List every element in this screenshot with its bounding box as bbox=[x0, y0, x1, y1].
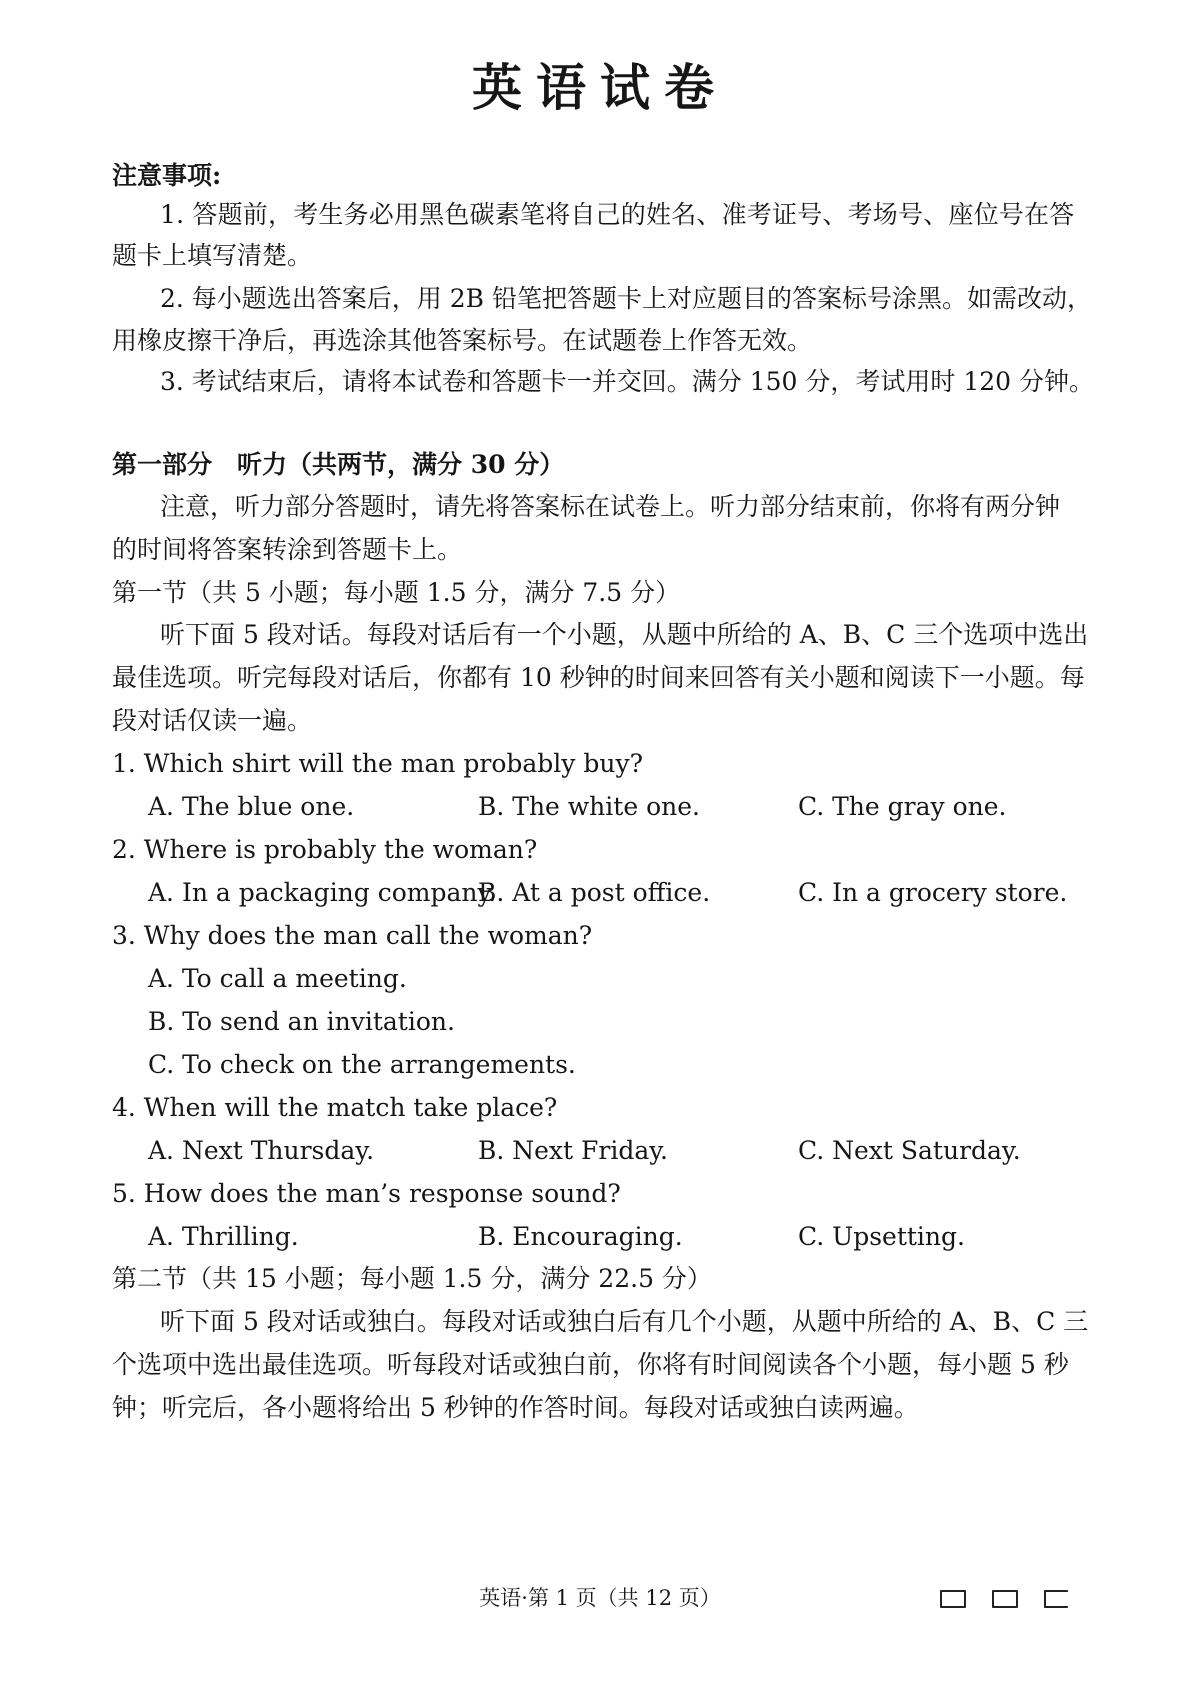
section2-instruction-line: 听下面 5 段对话或独白。每段对话或独白后有几个小题，从题中所给的 A、B、C 三 bbox=[160, 1307, 1089, 1336]
question-1-option-a: A. The blue one. bbox=[148, 792, 355, 821]
section1-instruction-line: 听下面 5 段对话。每段对话后有一个小题，从题中所给的 A、B、C 三个选项中选出 bbox=[160, 620, 1089, 649]
question-2-option-c: C. In a grocery store. bbox=[798, 878, 1068, 907]
question-3-option-b: B. To send an invitation. bbox=[148, 1007, 455, 1036]
question-3-option-a: A. To call a meeting. bbox=[148, 964, 407, 993]
question-4: 4. When will the match take place? bbox=[112, 1093, 558, 1122]
question-2: 2. Where is probably the woman? bbox=[112, 835, 538, 864]
question-3: 3. Why does the man call the woman? bbox=[112, 921, 593, 950]
question-1-option-c: C. The gray one. bbox=[798, 792, 1007, 821]
footer-mark-square bbox=[992, 1590, 1018, 1608]
page-number: 英语·第 1 页（共 12 页） bbox=[479, 1586, 721, 1610]
section1-instruction-line: 段对话仅读一遍。 bbox=[112, 706, 313, 735]
section1-heading: 第一节（共 5 小题；每小题 1.5 分，满分 7.5 分） bbox=[112, 578, 681, 607]
section1-instruction-line: 最佳选项。听完每段对话后，你都有 10 秒钟的时间来回答有关小题和阅读下一小题。每 bbox=[112, 663, 1085, 692]
notice-line: 3. 考试结束后，请将本试卷和答题卡一并交回。满分 150 分，考试用时 120 分钟。 bbox=[160, 367, 1095, 396]
question-4-option-a: A. Next Thursday. bbox=[148, 1136, 375, 1165]
question-5-option-c: C. Upsetting. bbox=[798, 1222, 965, 1251]
section2-instruction-line: 钟；听完后，各小题将给出 5 秒钟的作答时间。每段对话或独白读两遍。 bbox=[112, 1393, 919, 1422]
question-1-option-b: B. The white one. bbox=[478, 792, 700, 821]
question-5-option-b: B. Encouraging. bbox=[478, 1222, 683, 1251]
footer-mark-square bbox=[940, 1590, 966, 1608]
question-1: 1. Which shirt will the man probably buy? bbox=[112, 749, 644, 778]
question-5-option-a: A. Thrilling. bbox=[148, 1222, 299, 1251]
page-title: 英语试卷 bbox=[472, 58, 728, 117]
section2-instruction-line: 个选项中选出最佳选项。听每段对话或独白前，你将有时间阅读各个小题，每小题 5 秒 bbox=[112, 1350, 1069, 1379]
part1-intro-line: 注意，听力部分答题时，请先将答案标在试卷上。听力部分结束前，你将有两分钟 bbox=[160, 492, 1061, 521]
question-2-option-b: B. At a post office. bbox=[478, 878, 711, 907]
footer-mark-bracket bbox=[1044, 1590, 1068, 1608]
question-4-option-b: B. Next Friday. bbox=[478, 1136, 668, 1165]
notice-line: 1. 答题前，考生务必用黑色碳素笔将自己的姓名、准考证号、考场号、座位号在答 bbox=[160, 200, 1075, 229]
question-2-option-a: A. In a packaging company. bbox=[148, 878, 497, 907]
section2-heading: 第二节（共 15 小题；每小题 1.5 分，满分 22.5 分） bbox=[112, 1264, 712, 1293]
notice-heading: 注意事项: bbox=[112, 161, 222, 190]
question-3-option-c: C. To check on the arrangements. bbox=[148, 1050, 576, 1079]
part1-intro-line: 的时间将答案转涂到答题卡上。 bbox=[112, 535, 463, 564]
question-5: 5. How does the man’s response sound? bbox=[112, 1179, 621, 1208]
notice-line: 用橡皮擦干净后，再选涂其他答案标号。在试题卷上作答无效。 bbox=[112, 326, 813, 355]
question-4-option-c: C. Next Saturday. bbox=[798, 1136, 1021, 1165]
notice-line: 题卡上填写清楚。 bbox=[112, 241, 313, 270]
part1-heading: 第一部分 听力（共两节，满分 30 分） bbox=[112, 450, 565, 479]
notice-line: 2. 每小题选出答案后，用 2B 铅笔把答题卡上对应题目的答案标号涂黑。如需改动， bbox=[160, 284, 1092, 313]
